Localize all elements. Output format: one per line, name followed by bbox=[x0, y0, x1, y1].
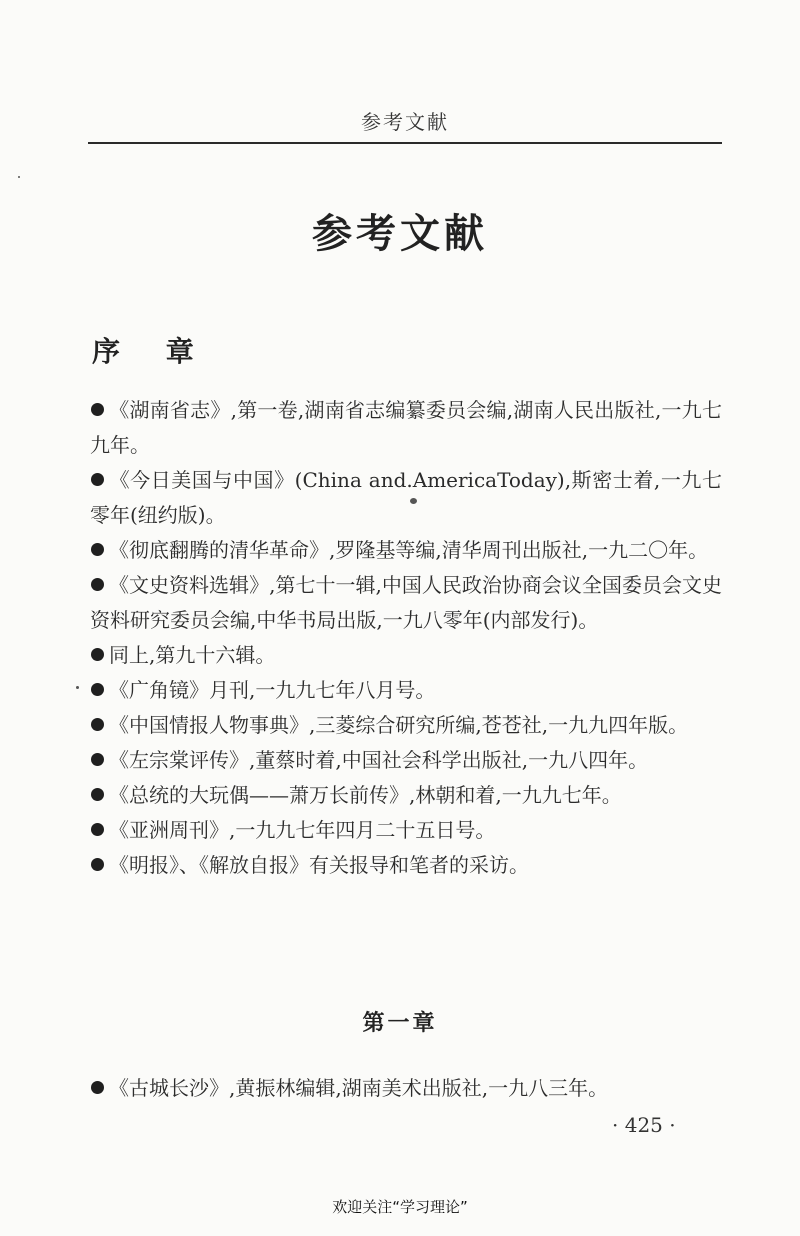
reference-text: 《今日美国与中国》(China and.AmericaToday),斯密士着,一九七零年(纽约版)。 bbox=[90, 468, 722, 527]
reference-item bbox=[90, 673, 722, 708]
reference-text: 《总统的大玩偶——萧万长前传》,林朝和着,一九九七年。 bbox=[109, 783, 622, 807]
bullet-icon bbox=[91, 403, 104, 416]
bullet-icon bbox=[91, 1081, 104, 1094]
section-title-preface: 序 章 bbox=[92, 335, 212, 368]
reference-text: 《湖南省志》,第一卷,湖南省志编纂委员会编,湖南人民出版社,一九七九年。 bbox=[90, 398, 722, 457]
reference-item bbox=[90, 1071, 722, 1106]
reference-item bbox=[90, 708, 722, 743]
reference-text: 《古城长沙》,黄振林编辑,湖南美术出版社,一九八三年。 bbox=[109, 1076, 609, 1100]
page-header bbox=[88, 96, 722, 144]
bullet-icon bbox=[91, 823, 104, 836]
scan-speck bbox=[18, 176, 20, 178]
reference-item bbox=[90, 393, 722, 463]
scan-speck bbox=[76, 686, 79, 689]
reference-item bbox=[90, 743, 722, 778]
bullet-icon bbox=[91, 858, 104, 871]
reference-item bbox=[90, 848, 722, 883]
reference-item bbox=[90, 463, 722, 533]
page-title: 参考文献 bbox=[312, 210, 488, 257]
bullet-icon bbox=[91, 718, 104, 731]
reference-list-chapter-one bbox=[90, 1071, 722, 1106]
bullet-icon bbox=[91, 788, 104, 801]
bullet-icon bbox=[91, 683, 104, 696]
bullet-icon bbox=[91, 473, 104, 486]
reference-text: 同上,第九十六辑。 bbox=[109, 643, 276, 667]
bullet-icon bbox=[91, 543, 104, 556]
reference-item bbox=[90, 533, 722, 568]
page-number: · 425 · bbox=[612, 1113, 676, 1137]
reference-list-preface bbox=[90, 393, 722, 883]
reference-text: 《文史资料选辑》,第七十一辑,中国人民政治协商会议全国委员会文史资料研究委员会编,中华书局出版,一九八零年(内部发行)。 bbox=[90, 573, 722, 632]
reference-item bbox=[90, 568, 722, 638]
chapter-title: 第一章 bbox=[362, 1010, 438, 1036]
running-head: 参考文献 bbox=[361, 110, 449, 134]
footer-note: 欢迎关注“学习理论” bbox=[332, 1198, 468, 1216]
reference-text: 《左宗棠评传》,董蔡时着,中国社会科学出版社,一九八四年。 bbox=[109, 748, 649, 772]
reference-text: 《广角镜》月刊,一九九七年八月号。 bbox=[109, 678, 436, 702]
reference-text: 《中国情报人物事典》,三菱综合研究所编,苍苍社,一九九四年版。 bbox=[109, 713, 689, 737]
bullet-icon bbox=[91, 578, 104, 591]
reference-text: 《彻底翻腾的清华革命》,罗隆基等编,清华周刊出版社,一九二〇年。 bbox=[109, 538, 709, 562]
reference-text: 《亚洲周刊》,一九九七年四月二十五日号。 bbox=[109, 818, 496, 842]
reference-item bbox=[90, 638, 722, 673]
scan-speck bbox=[410, 498, 417, 504]
reference-item bbox=[90, 778, 722, 813]
bullet-icon bbox=[91, 648, 104, 661]
reference-text: 《明报》、《解放自报》有关报导和笔者的采访。 bbox=[109, 853, 529, 877]
reference-item bbox=[90, 813, 722, 848]
bullet-icon bbox=[91, 753, 104, 766]
